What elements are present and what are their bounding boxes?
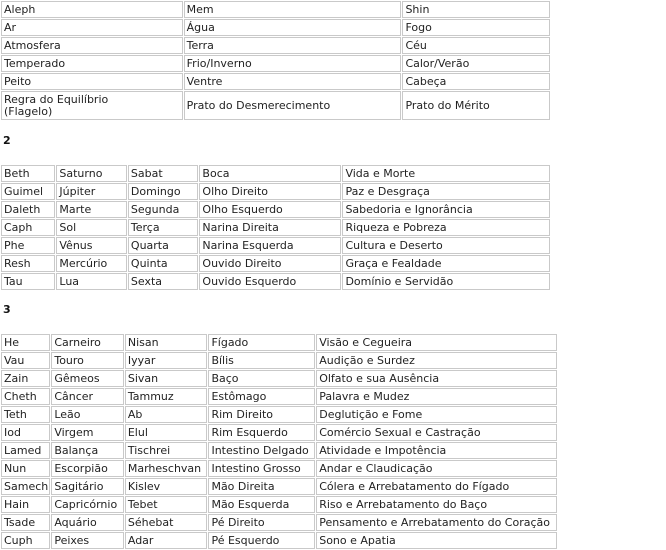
table-cell: Guimel (1, 183, 55, 200)
table-cell: Riqueza e Pobreza (342, 219, 550, 236)
table-cell: Tischrei (125, 442, 208, 459)
section-heading-2: 2 (3, 134, 11, 147)
table-cell (1, 91, 183, 120)
table-cell: Bílis (208, 352, 315, 369)
table-row (1, 201, 550, 218)
table-cell: Saturno (56, 165, 127, 182)
table-cell: Câncer (51, 388, 124, 405)
table-cell: Mem (184, 1, 402, 18)
table-cell: Nisan (125, 334, 208, 351)
table-cell: Atividade e Impotência (316, 442, 557, 459)
table-row (1, 19, 550, 36)
table-cell: Olho Esquerdo (199, 201, 341, 218)
table-row (1, 219, 550, 236)
table-row (1, 442, 557, 459)
table-row (1, 478, 557, 495)
table-cell: Ar (1, 19, 183, 36)
table-cell: Domingo (128, 183, 199, 200)
table-cell: Prato do Desmerecimento (184, 91, 402, 120)
table-cell: Phe (1, 237, 55, 254)
table-row (1, 352, 557, 369)
table-cell: Terça (128, 219, 199, 236)
table-cell: Teth (1, 406, 50, 423)
table-row (1, 183, 550, 200)
table-cell: Sol (56, 219, 127, 236)
table-cell: Virgem (51, 424, 124, 441)
table-row (1, 1, 550, 18)
table-row (1, 532, 557, 549)
table-cell: Zain (1, 370, 50, 387)
table-cell: Olfato e sua Ausência (316, 370, 557, 387)
table-cell: Iod (1, 424, 50, 441)
table-cell: Tebet (125, 496, 208, 513)
table-cell: Domínio e Servidão (342, 273, 550, 290)
table-cell: Deglutição e Fome (316, 406, 557, 423)
table-cell: Tammuz (125, 388, 208, 405)
table-cell: Paz e Desgraça (342, 183, 550, 200)
table-cell: Vida e Morte (342, 165, 550, 182)
table-cell: Sexta (128, 273, 199, 290)
table-cell: Calor/Verão (402, 55, 550, 72)
table-cell: Terra (184, 37, 402, 54)
table-row (1, 424, 557, 441)
table-cell: Adar (125, 532, 208, 549)
table-row (1, 165, 550, 182)
table-cell: Touro (51, 352, 124, 369)
table-cell: Elul (125, 424, 208, 441)
table-cell: Visão e Cegueira (316, 334, 557, 351)
table-cell: Iyyar (125, 352, 208, 369)
table-row (1, 55, 550, 72)
table-cell: Quarta (128, 237, 199, 254)
table-cell: Estômago (208, 388, 315, 405)
table-cell: Narina Direita (199, 219, 341, 236)
table-cell: Água (184, 19, 402, 36)
table-row (1, 406, 557, 423)
table-cell: Lua (56, 273, 127, 290)
table-cell: Peito (1, 73, 183, 90)
table-row (1, 460, 557, 477)
table-row (1, 255, 550, 272)
table-cell: Capricórnio (51, 496, 124, 513)
table-cell: Tau (1, 273, 55, 290)
cell-line: (Flagelo) (4, 104, 53, 118)
table-cell: Aquário (51, 514, 124, 531)
simple-letters-table (0, 333, 558, 550)
mother-letters-table (0, 0, 551, 121)
table-cell: Andar e Claudicação (316, 460, 557, 477)
table-row (1, 73, 550, 90)
table-cell: Mão Direita (208, 478, 315, 495)
table-cell: Gêmeos (51, 370, 124, 387)
table-cell: Baço (208, 370, 315, 387)
table-row (1, 37, 550, 54)
table-row (1, 237, 550, 254)
table-cell: Leão (51, 406, 124, 423)
table-cell: Carneiro (51, 334, 124, 351)
table-cell: Cuph (1, 532, 50, 549)
table-cell: Júpiter (56, 183, 127, 200)
table-cell: Hain (1, 496, 50, 513)
table-cell: Resh (1, 255, 55, 272)
table-cell: Mercúrio (56, 255, 127, 272)
table-cell: Balança (51, 442, 124, 459)
table-cell: Ouvido Esquerdo (199, 273, 341, 290)
table-cell: Vau (1, 352, 50, 369)
table-cell: Frio/Inverno (184, 55, 402, 72)
table-cell: Ab (125, 406, 208, 423)
cell-line: Regra do Equilíbrio (4, 92, 109, 106)
table-cell: Comércio Sexual e Castração (316, 424, 557, 441)
table-cell: Pé Direito (208, 514, 315, 531)
table-cell: Marte (56, 201, 127, 218)
table-cell: Pé Esquerdo (208, 532, 315, 549)
table-cell: Cólera e Arrebatamento do Fígado (316, 478, 557, 495)
table-cell: Temperado (1, 55, 183, 72)
table-cell: Segunda (128, 201, 199, 218)
table-cell: Prato do Mérito (402, 91, 550, 120)
table-cell: Daleth (1, 201, 55, 218)
table-cell: Riso e Arrebatamento do Baço (316, 496, 557, 513)
table-row (1, 273, 550, 290)
table-cell: Pensamento e Arrebatamento do Coração (316, 514, 557, 531)
table-cell: Fogo (402, 19, 550, 36)
table-cell: Samech (1, 478, 50, 495)
table-cell: Vênus (56, 237, 127, 254)
table-row (1, 388, 557, 405)
table-cell: Shin (402, 1, 550, 18)
table-cell: Tsade (1, 514, 50, 531)
table-row (1, 370, 557, 387)
table-cell: Céu (402, 37, 550, 54)
table-cell: Caph (1, 219, 55, 236)
section-heading-3: 3 (3, 303, 11, 316)
table-cell: Escorpião (51, 460, 124, 477)
table-cell: Sivan (125, 370, 208, 387)
table-cell: Fígado (208, 334, 315, 351)
table-cell: Cultura e Deserto (342, 237, 550, 254)
table-cell: Kislev (125, 478, 208, 495)
table-cell: Mão Esquerda (208, 496, 315, 513)
table-cell: Rim Esquerdo (208, 424, 315, 441)
table-cell: Sagitário (51, 478, 124, 495)
table-cell: Marheschvan (125, 460, 208, 477)
table-cell: Cabeça (402, 73, 550, 90)
table-cell: Séhebat (125, 514, 208, 531)
table-cell: He (1, 334, 50, 351)
table-cell: Cheth (1, 388, 50, 405)
table-cell: Beth (1, 165, 55, 182)
table-cell: Graça e Fealdade (342, 255, 550, 272)
table-cell: Sono e Apatia (316, 532, 557, 549)
table-cell: Sabat (128, 165, 199, 182)
table-cell: Narina Esquerda (199, 237, 341, 254)
table-cell: Quinta (128, 255, 199, 272)
table-cell: Sabedoria e Ignorância (342, 201, 550, 218)
table-cell: Peixes (51, 532, 124, 549)
table-cell: Ventre (184, 73, 402, 90)
table-cell: Intestino Delgado (208, 442, 315, 459)
table-cell: Ouvido Direito (199, 255, 341, 272)
table-row (1, 496, 557, 513)
double-letters-table (0, 164, 551, 291)
table-cell: Boca (199, 165, 341, 182)
table-cell: Rim Direito (208, 406, 315, 423)
table-cell: Audição e Surdez (316, 352, 557, 369)
table-cell: Aleph (1, 1, 183, 18)
table-cell: Palavra e Mudez (316, 388, 557, 405)
table-row (1, 91, 550, 120)
table-cell: Olho Direito (199, 183, 341, 200)
table-cell: Intestino Grosso (208, 460, 315, 477)
table-row (1, 514, 557, 531)
table-row (1, 334, 557, 351)
table-cell: Lamed (1, 442, 50, 459)
table-cell: Nun (1, 460, 50, 477)
table-cell: Atmosfera (1, 37, 183, 54)
